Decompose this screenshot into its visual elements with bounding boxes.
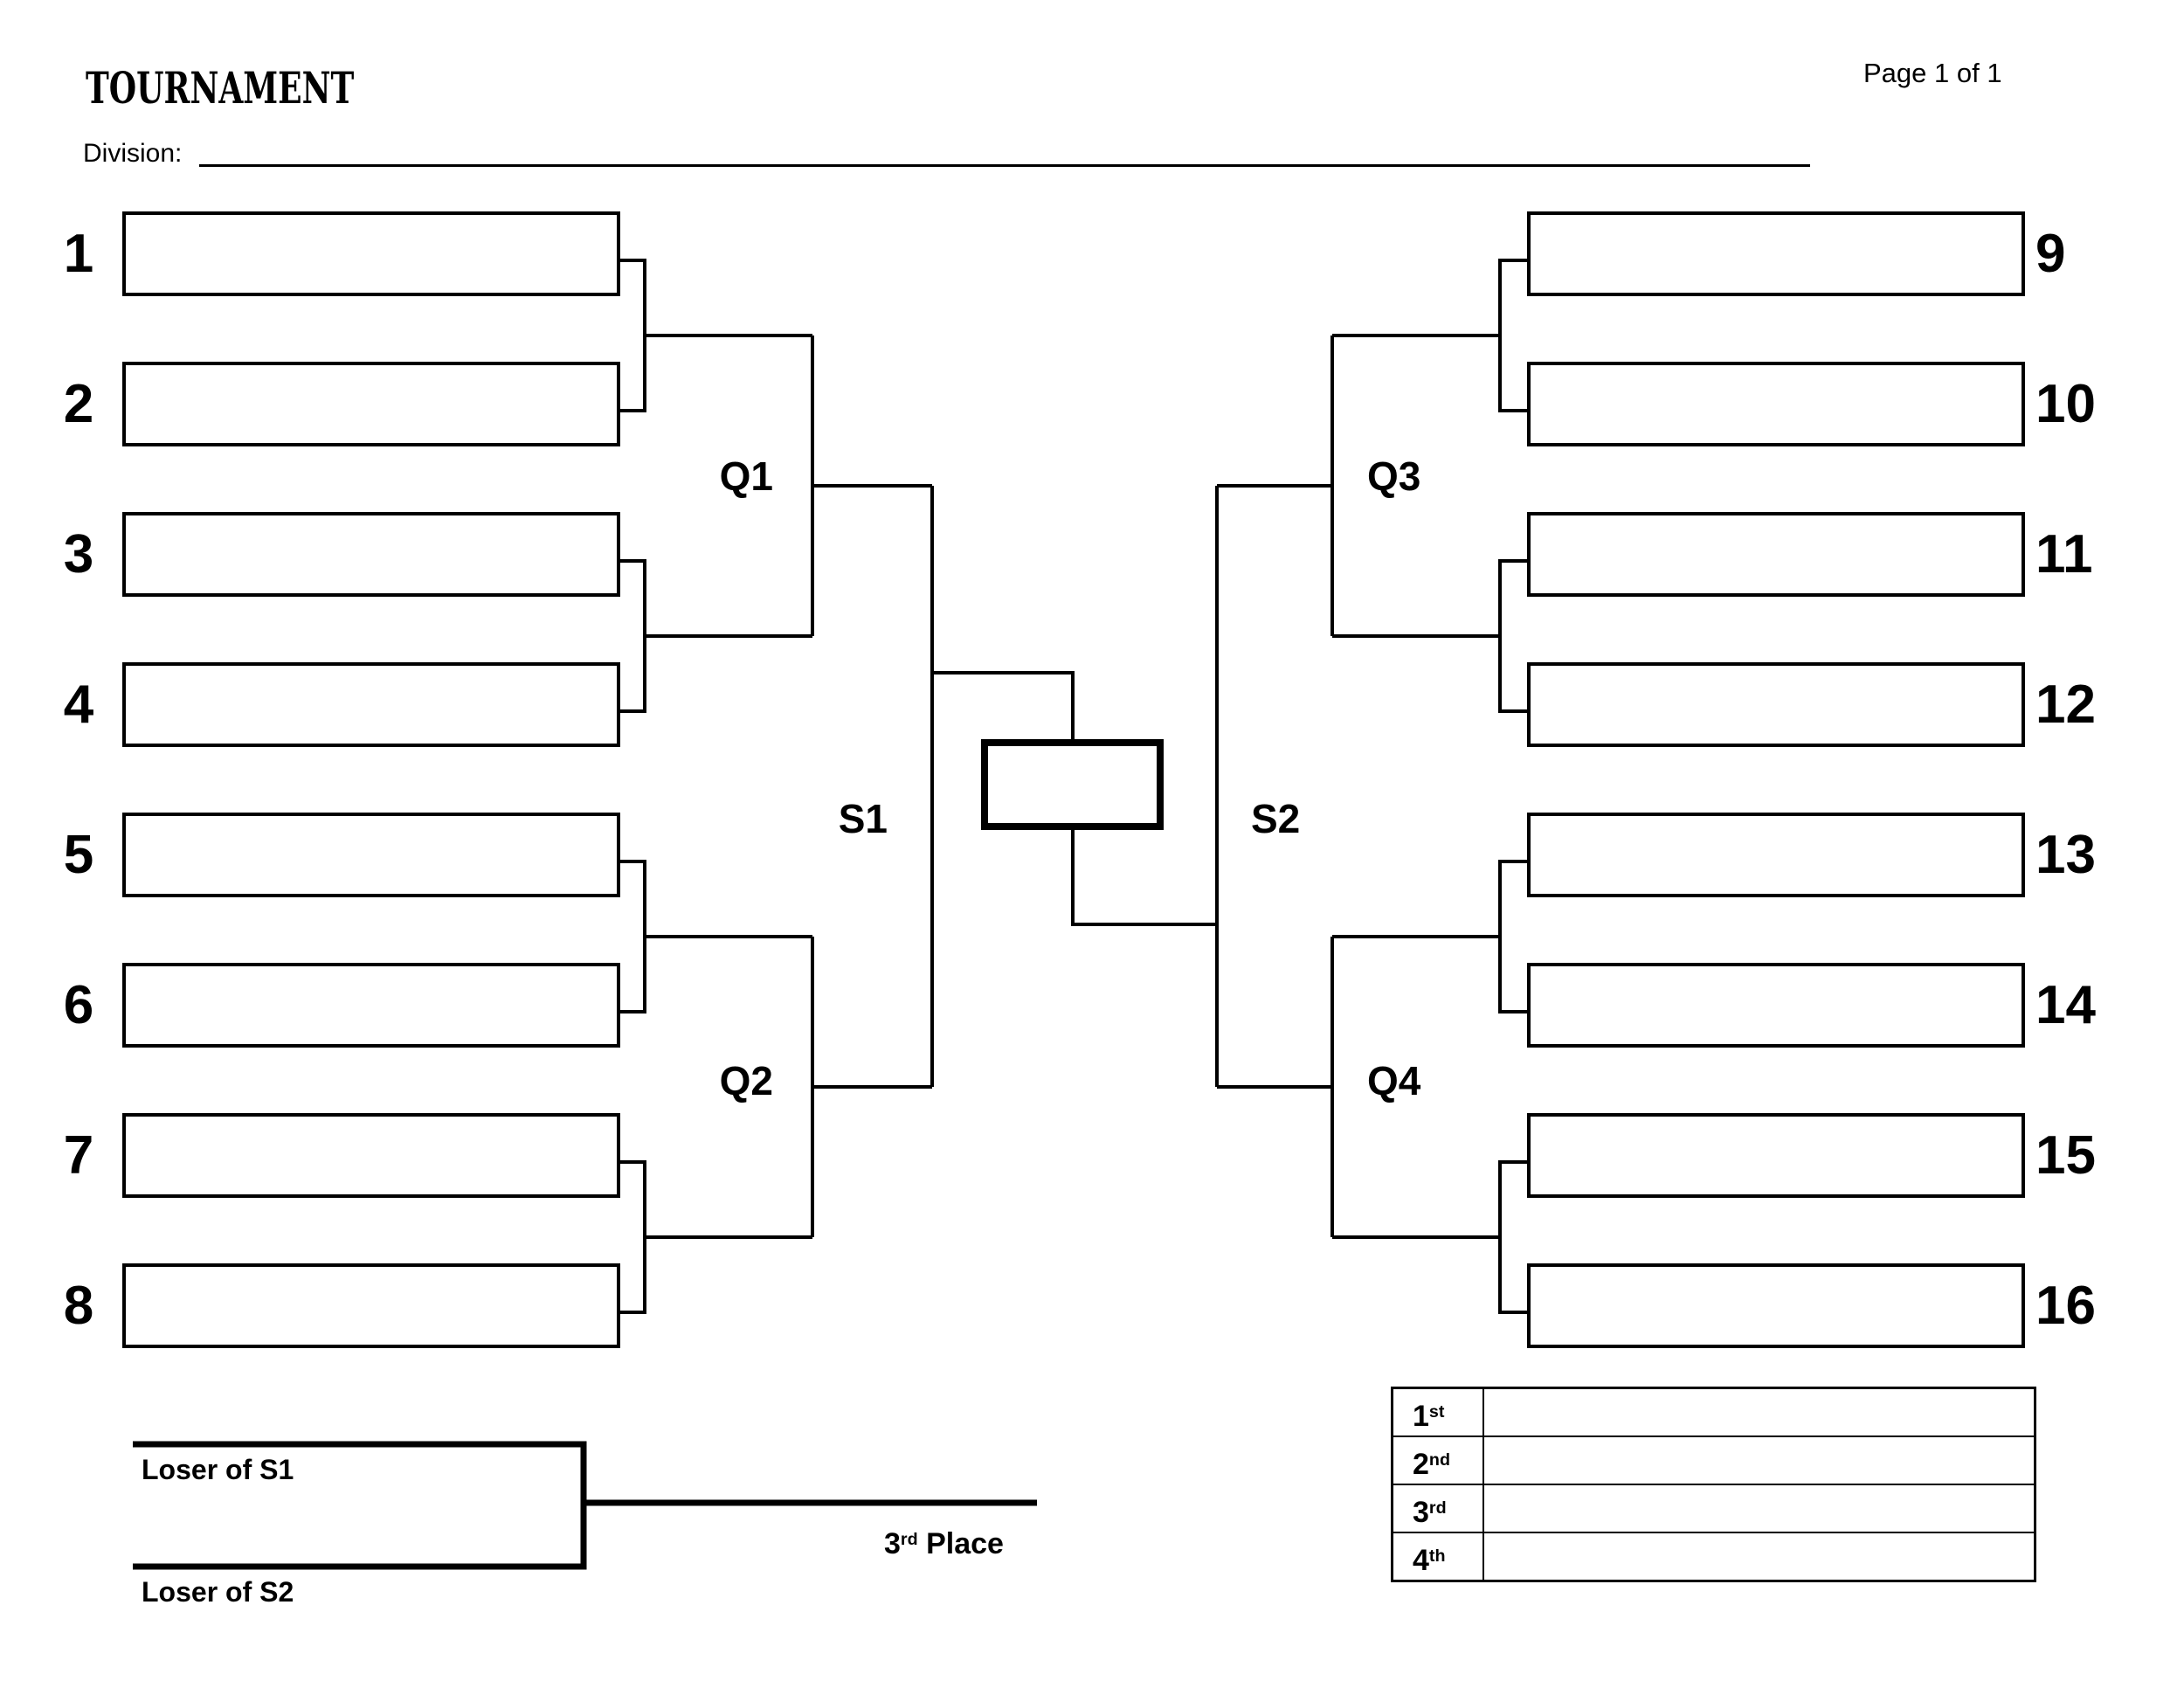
pair-bracket-5-6 <box>620 861 645 1012</box>
rank-value-3rd[interactable] <box>1484 1485 2034 1532</box>
seed-label-1: 1 <box>63 224 94 284</box>
seed-label-8: 8 <box>63 1276 94 1336</box>
rank-value-1st[interactable] <box>1484 1389 2034 1435</box>
match-label-q2: Q2 <box>719 1058 773 1103</box>
player-slot-11[interactable] <box>1527 512 2025 597</box>
player-slot-7[interactable] <box>122 1113 620 1198</box>
division-label: Division: <box>83 139 183 168</box>
rank-label-2nd: 2nd <box>1393 1437 1484 1484</box>
player-slot-8[interactable] <box>122 1263 620 1348</box>
rank-value-2nd[interactable] <box>1484 1437 2034 1484</box>
match-label-s1: S1 <box>838 796 888 841</box>
seed-label-2: 2 <box>63 374 94 434</box>
page-number-indicator: Page 1 of 1 <box>1863 58 2002 88</box>
match-label-s2: S2 <box>1251 796 1301 841</box>
final-entry-line <box>932 673 1073 743</box>
pair-bracket-3-4 <box>620 561 645 711</box>
seed-label-4: 4 <box>63 675 94 735</box>
loser-of-s2-label: Loser of S2 <box>142 1576 294 1608</box>
rank-label-4th: 4th <box>1393 1533 1484 1580</box>
third-place-ordinal: rd <box>900 1530 918 1549</box>
seed-label-6: 6 <box>63 975 94 1035</box>
player-slot-15[interactable] <box>1527 1113 2025 1198</box>
seed-label-7: 7 <box>63 1125 94 1186</box>
player-slot-6[interactable] <box>122 963 620 1048</box>
player-slot-12[interactable] <box>1527 662 2025 747</box>
seed-label-5: 5 <box>63 825 94 885</box>
placement-table <box>1391 1387 2036 1582</box>
seed-label-9: 9 <box>2035 224 2066 284</box>
champion-slot[interactable] <box>981 739 1164 830</box>
pair-bracket-9-10 <box>1500 260 1527 411</box>
rank-label-1st: 1st <box>1393 1389 1484 1435</box>
pair-bracket-11-12 <box>1500 561 1527 711</box>
player-slot-9[interactable] <box>1527 211 2025 296</box>
placement-row-2nd <box>1393 1435 2034 1484</box>
match-label-q4: Q4 <box>1367 1058 1421 1103</box>
player-slot-5[interactable] <box>122 813 620 897</box>
seed-label-15: 15 <box>2035 1125 2096 1186</box>
player-slot-10[interactable] <box>1527 362 2025 446</box>
player-slot-2[interactable] <box>122 362 620 446</box>
third-place-text: Place <box>917 1526 1004 1560</box>
player-slot-13[interactable] <box>1527 813 2025 897</box>
seed-label-14: 14 <box>2035 975 2096 1035</box>
rank-label-3rd: 3rd <box>1393 1485 1484 1532</box>
placement-row-4th <box>1393 1532 2034 1580</box>
third-place-number: 3 <box>884 1526 901 1560</box>
player-slot-4[interactable] <box>122 662 620 747</box>
pair-bracket-13-14 <box>1500 861 1527 1012</box>
player-slot-3[interactable] <box>122 512 620 597</box>
player-slot-1[interactable] <box>122 211 620 296</box>
match-label-q3: Q3 <box>1367 453 1421 499</box>
pair-bracket-15-16 <box>1500 1162 1527 1312</box>
loser-of-s1-label: Loser of S1 <box>142 1454 294 1485</box>
seed-label-16: 16 <box>2035 1276 2096 1336</box>
placement-row-1st <box>1393 1389 2034 1435</box>
match-label-q1: Q1 <box>719 453 773 499</box>
player-slot-16[interactable] <box>1527 1263 2025 1348</box>
pair-bracket-1-2 <box>620 260 645 411</box>
page-title: TOURNAMENT <box>86 62 355 114</box>
player-slot-14[interactable] <box>1527 963 2025 1048</box>
seed-label-12: 12 <box>2035 675 2096 735</box>
pair-bracket-7-8 <box>620 1162 645 1312</box>
placement-row-3rd <box>1393 1484 2034 1532</box>
third-place-label <box>884 1522 1004 1561</box>
final-exit-line <box>1073 827 1217 924</box>
seed-label-3: 3 <box>63 524 94 585</box>
seed-label-11: 11 <box>2035 524 2093 585</box>
seed-label-10: 10 <box>2035 374 2096 434</box>
rank-value-4th[interactable] <box>1484 1533 2034 1580</box>
seed-label-13: 13 <box>2035 825 2096 885</box>
